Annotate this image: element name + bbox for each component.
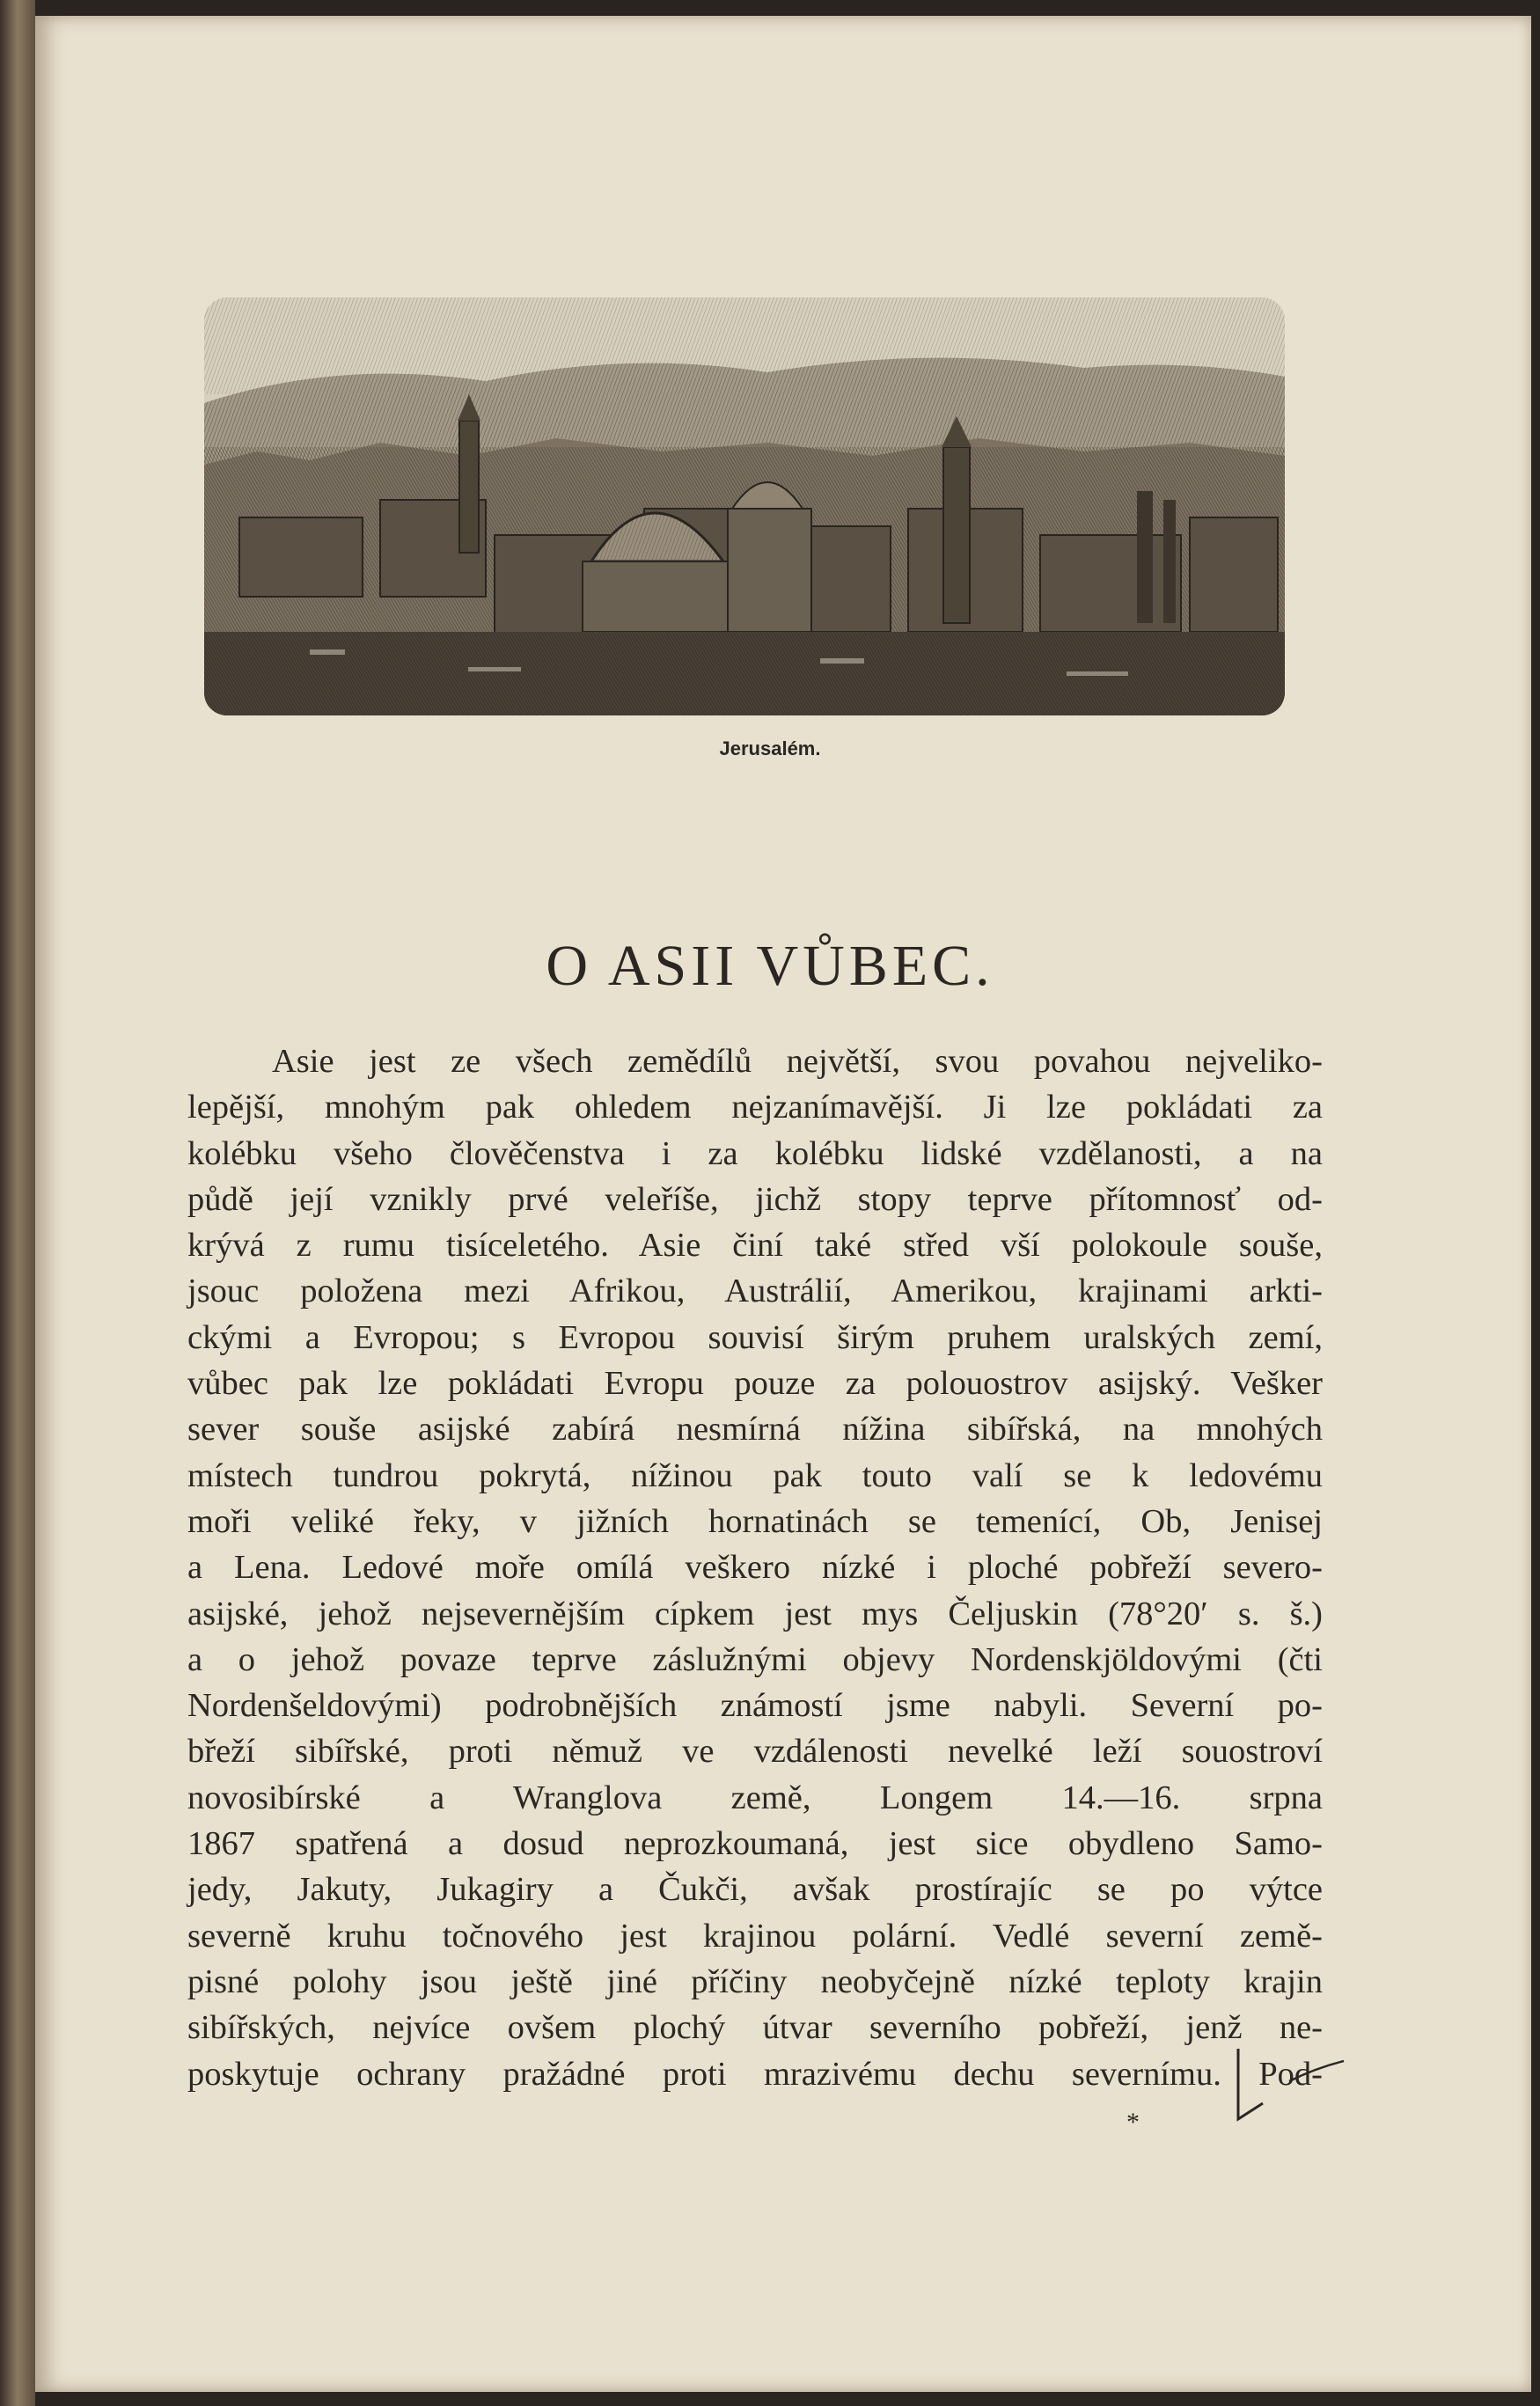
text-line: a Lena. Ledové moře omílá veškero nízké i ploché pobřeží severo- — [187, 1549, 1323, 1587]
text-line: moři veliké řeky, v jižních hornatinách se temenící, Ob, Jenisej — [187, 1502, 1323, 1540]
engraving-illustration — [204, 297, 1285, 715]
text-line: břeží sibířské, proti němuž ve vzdálenosti nevelké leží souostroví — [187, 1733, 1323, 1771]
pencil-mark — [1228, 2042, 1346, 2138]
body-paragraph — [187, 1038, 1323, 2097]
text-line: kolébku všeho člověčenstva i za kolébku lidské vzdělanosti, a na — [187, 1134, 1323, 1172]
figure-caption: Jerusalém. — [719, 737, 821, 759]
text-line: vůbec pak lze pokládati Evropu pouze za polouostrov asijský. Vešker — [187, 1365, 1323, 1403]
jerusalem-engraving — [204, 297, 1285, 715]
text-line: Nordenšeldovými) podrobnějších známostí jsme nabyli. Severní po- — [187, 1687, 1323, 1725]
text-line: severně kruhu točnového jest krajinou polární. Vedlé severní země- — [187, 1917, 1323, 1955]
text-line: sever souše asijské zabírá nesmírná nížina sibířská, na mnohých — [187, 1411, 1323, 1449]
text-line: a o jehož povaze teprve záslužnými objevy Nordenskjöldovými (čti — [187, 1640, 1323, 1678]
text-line: 1867 spatřená a dosud neprozkoumaná, jest sice obydleno Samo- — [187, 1825, 1323, 1863]
text-line: sibířských, nejvíce ovšem plochý útvar severního pobřeží, jenž ne- — [187, 2009, 1323, 2047]
text-line: místech tundrou pokrytá, nížinou pak touto valí se k ledovému — [187, 1456, 1323, 1494]
text-line: pisné polohy jsou ještě jiné příčiny neobyčejně nízké teploty krajin — [187, 1962, 1323, 2000]
chapter-title: O ASII VŮBEC. — [546, 934, 994, 998]
text-line: lepější, mnohým pak ohledem nejzanímavější. Ji lze pokládati za — [187, 1089, 1323, 1126]
book-spine-edge — [0, 0, 35, 2406]
text-line: krývá z rumu tisíceletého. Asie činí také střed vší polokoule souše, — [187, 1227, 1323, 1265]
text-line: půdě její vznikly prvé veleříše, jichž stopy teprve přítomnosť od- — [187, 1180, 1323, 1218]
text-line: novosibírské a Wranglova země, Longem 14.—16. srpna — [187, 1779, 1323, 1816]
text-line: asijské, jehož nejsevernějším cípkem jest mys Čeljuskin (78°20′ s. š.) — [187, 1595, 1323, 1632]
text-line: jedy, Jakuty, Jukagiry a Čukči, avšak prostírajíc se po výtce — [187, 1871, 1323, 1909]
footer-asterisk: * — [1126, 2108, 1140, 2137]
text-line: poskytuje ochrany pražádné proti mrazivému dechu severnímu. Pod- — [187, 2055, 1323, 2093]
text-line: ckými a Evropou; s Evropou souvisí širým pruhem uralských zemí, — [187, 1318, 1323, 1356]
text-line: Asie jest ze všech zemědílů největší, svou povahou nejveliko- — [272, 1043, 1323, 1080]
text-line: jsouc položena mezi Afrikou, Austrálií, Amerikou, krajinami arkti- — [187, 1273, 1323, 1310]
